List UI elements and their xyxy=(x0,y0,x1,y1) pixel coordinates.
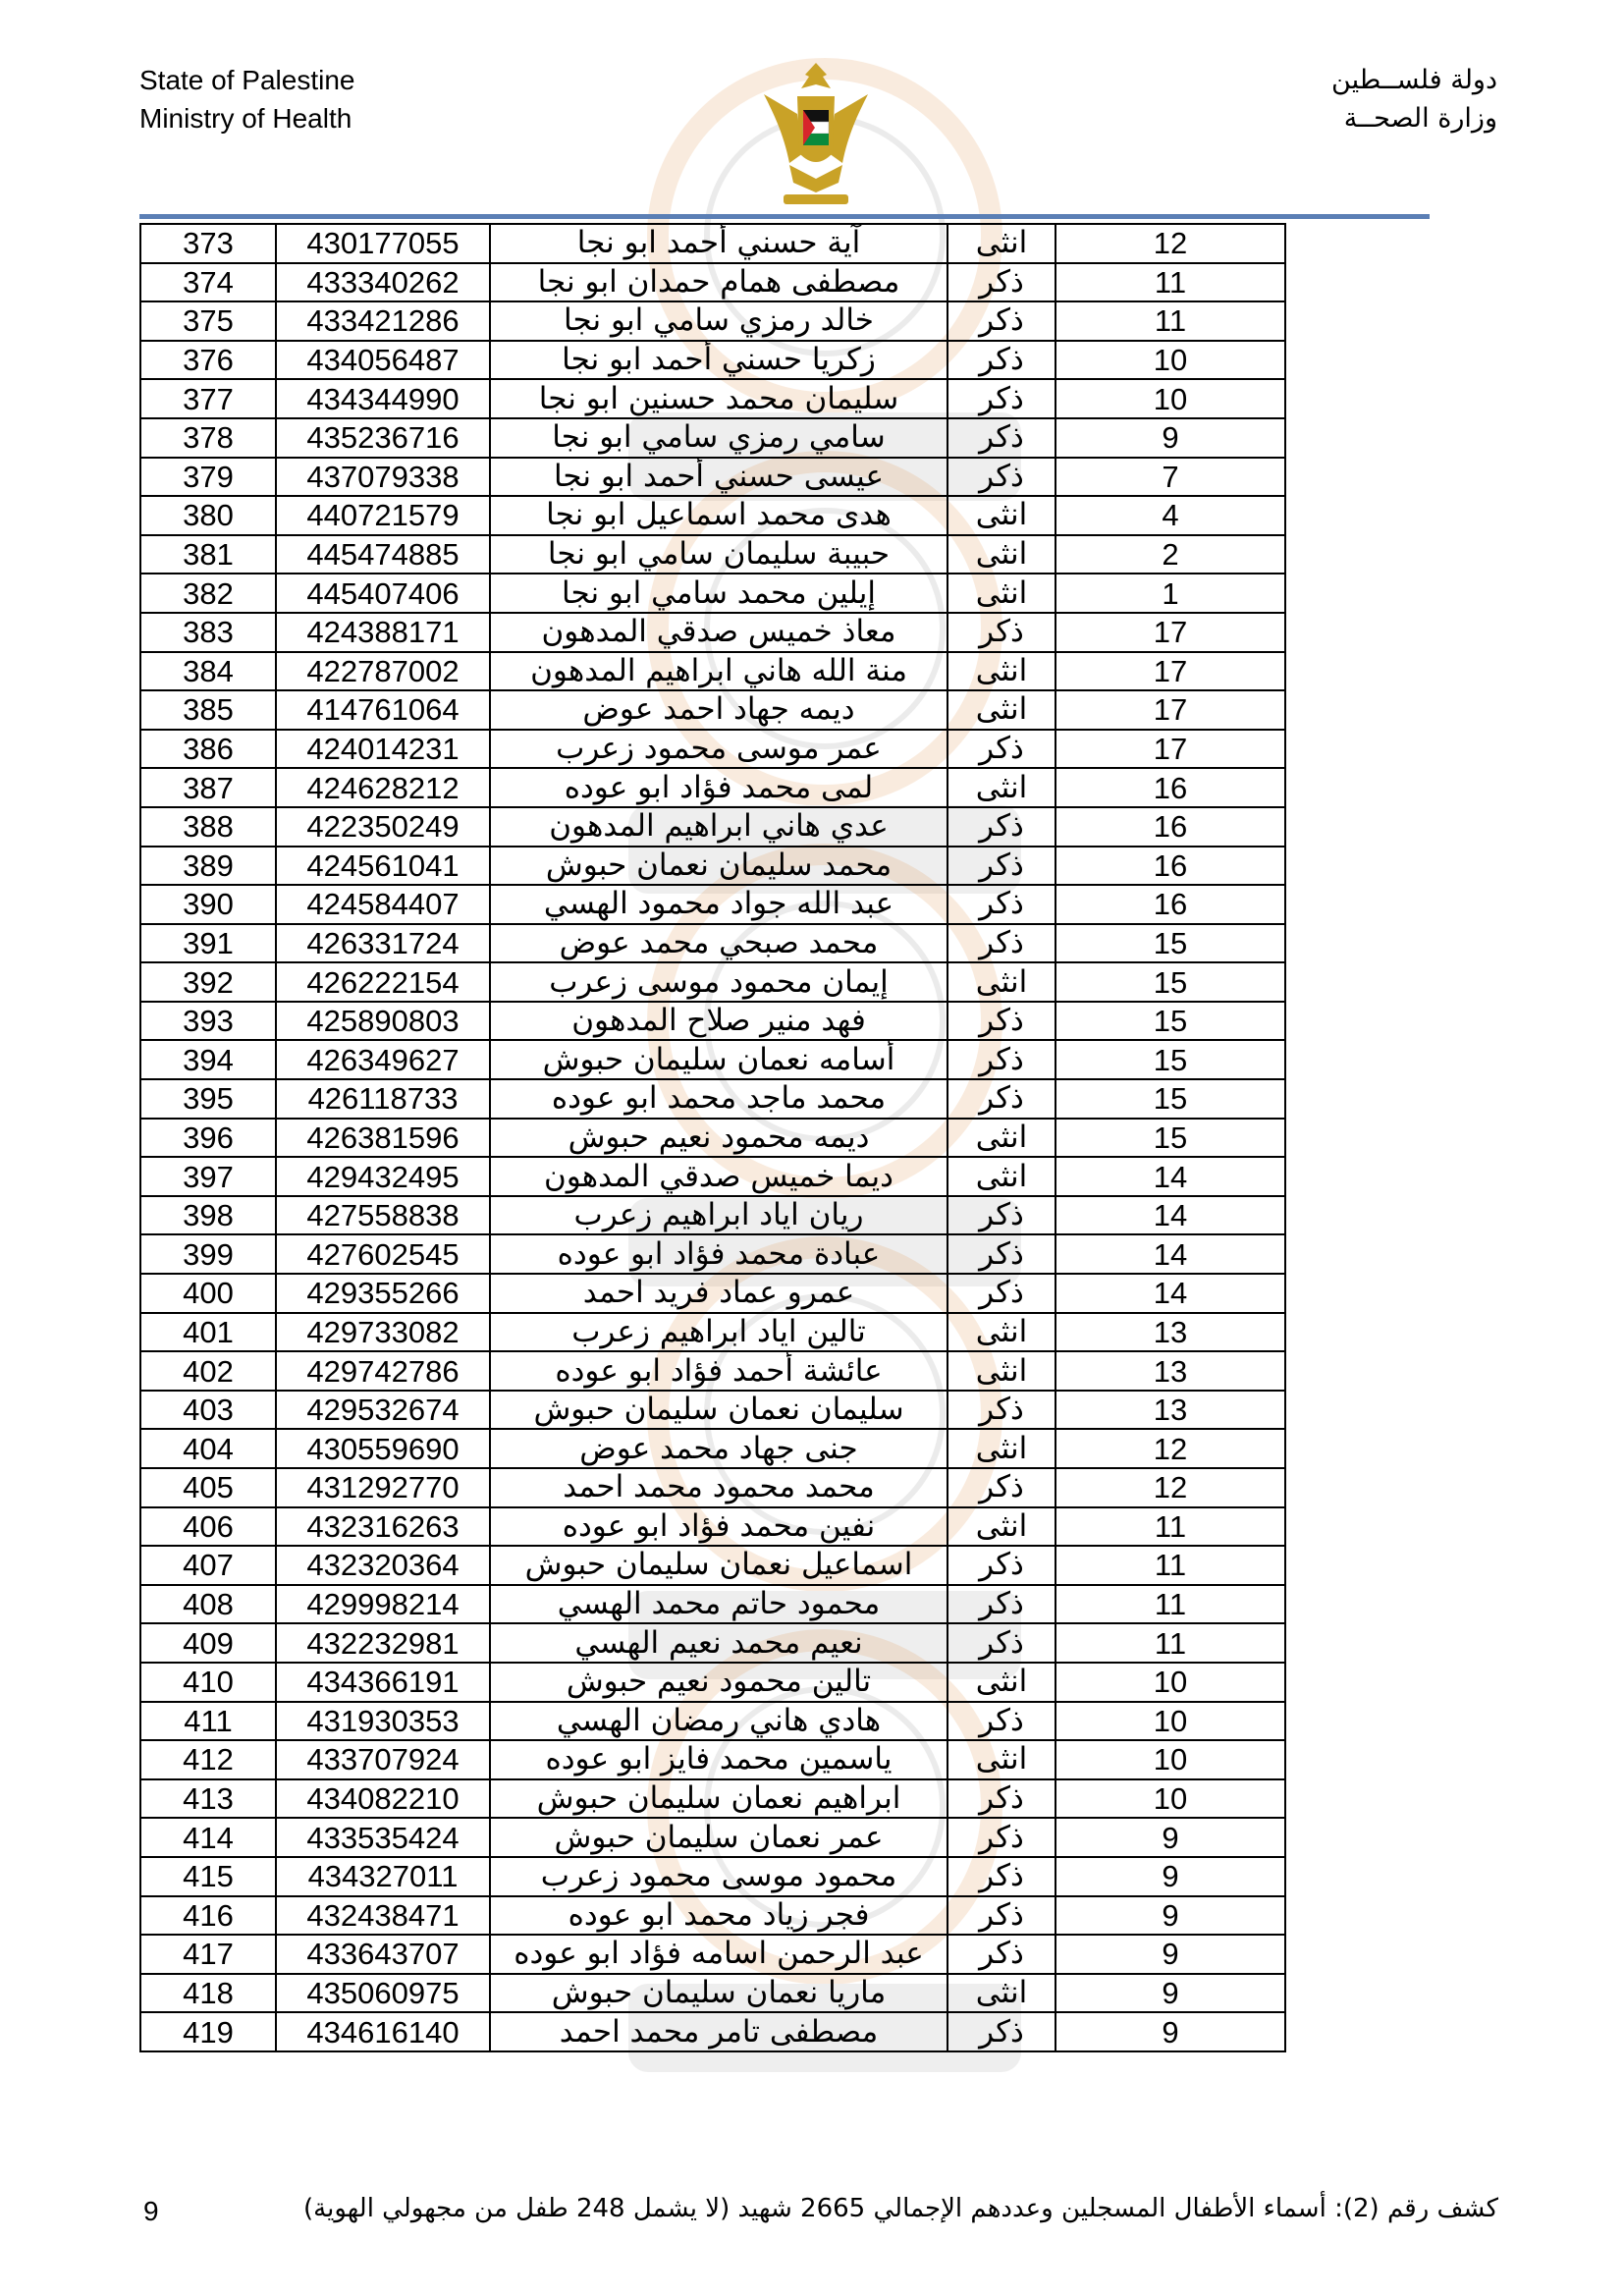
children-records-table xyxy=(139,223,1286,2052)
cell-gender: انثى xyxy=(947,690,1056,730)
cell-id-number: 424014231 xyxy=(276,730,490,769)
cell-gender: انثى xyxy=(947,224,1056,263)
cell-serial: 411 xyxy=(140,1702,276,1741)
cell-age: 9 xyxy=(1056,418,1285,458)
cell-gender: ذكر xyxy=(947,1196,1056,1235)
table-row xyxy=(140,1429,1285,1468)
cell-serial: 387 xyxy=(140,768,276,807)
cell-full-name: عبادة محمد فؤاد ابو عوده xyxy=(490,1234,947,1274)
cell-serial: 386 xyxy=(140,730,276,769)
cell-full-name: زكريا حسني أحمد ابو نجا xyxy=(490,341,947,380)
cell-full-name: عدي هاني ابراهيم المدهون xyxy=(490,807,947,847)
cell-gender: انثى xyxy=(947,1507,1056,1547)
cell-age: 10 xyxy=(1056,379,1285,418)
cell-id-number: 434616140 xyxy=(276,2012,490,2051)
cell-id-number: 426331724 xyxy=(276,924,490,963)
cell-serial: 385 xyxy=(140,690,276,730)
cell-serial: 412 xyxy=(140,1740,276,1779)
table-row xyxy=(140,1546,1285,1585)
cell-gender: ذكر xyxy=(947,1040,1056,1079)
cell-gender: ذكر xyxy=(947,613,1056,652)
table-row xyxy=(140,224,1285,263)
cell-age: 10 xyxy=(1056,341,1285,380)
cell-serial: 403 xyxy=(140,1391,276,1430)
cell-age: 16 xyxy=(1056,847,1285,886)
cell-id-number: 424584407 xyxy=(276,885,490,924)
cell-gender: ذكر xyxy=(947,1546,1056,1585)
cell-age: 1 xyxy=(1056,574,1285,613)
cell-full-name: عمر موسى محمود زعرب xyxy=(490,730,947,769)
cell-full-name: اسماعيل نعمان سليمان حبوش xyxy=(490,1546,947,1585)
cell-full-name: تالين محمود نعيم حبوش xyxy=(490,1663,947,1702)
cell-serial: 402 xyxy=(140,1351,276,1391)
cell-full-name: آية حسني أحمد ابو نجا xyxy=(490,224,947,263)
cell-gender: انثى xyxy=(947,962,1056,1002)
table-row xyxy=(140,263,1285,302)
cell-id-number: 432438471 xyxy=(276,1896,490,1936)
cell-serial: 395 xyxy=(140,1079,276,1119)
cell-age: 11 xyxy=(1056,1585,1285,1624)
cell-age: 9 xyxy=(1056,1974,1285,2013)
table-row xyxy=(140,379,1285,418)
cell-gender: انثى xyxy=(947,768,1056,807)
cell-serial: 413 xyxy=(140,1779,276,1819)
cell-full-name: ديما خميس صدقي المدهون xyxy=(490,1157,947,1196)
cell-serial: 389 xyxy=(140,847,276,886)
cell-serial: 404 xyxy=(140,1429,276,1468)
cell-gender: ذكر xyxy=(947,1896,1056,1936)
table-row xyxy=(140,1974,1285,2013)
table-row xyxy=(140,924,1285,963)
cell-age: 14 xyxy=(1056,1157,1285,1196)
cell-id-number: 422787002 xyxy=(276,652,490,691)
table-row xyxy=(140,496,1285,535)
cell-id-number: 429998214 xyxy=(276,1585,490,1624)
cell-serial: 380 xyxy=(140,496,276,535)
header-english xyxy=(139,61,354,137)
cell-full-name: نفين محمد فؤاد ابو عوده xyxy=(490,1507,947,1547)
cell-gender: انثى xyxy=(947,1429,1056,1468)
cell-full-name: إيلين محمد سامي ابو نجا xyxy=(490,574,947,613)
cell-serial: 388 xyxy=(140,807,276,847)
table-row xyxy=(140,1857,1285,1896)
cell-full-name: أسامه نعمان سليمان حبوش xyxy=(490,1040,947,1079)
cell-id-number: 433535424 xyxy=(276,1818,490,1857)
table-row xyxy=(140,1623,1285,1663)
cell-gender: ذكر xyxy=(947,924,1056,963)
table-row xyxy=(140,807,1285,847)
cell-id-number: 445474885 xyxy=(276,535,490,574)
cell-gender: ذكر xyxy=(947,885,1056,924)
header-arabic xyxy=(1331,61,1497,137)
table-row xyxy=(140,1391,1285,1430)
cell-serial: 378 xyxy=(140,418,276,458)
cell-age: 12 xyxy=(1056,1429,1285,1468)
cell-age: 17 xyxy=(1056,652,1285,691)
table-row xyxy=(140,1896,1285,1936)
cell-full-name: مصطفى تامر محمد احمد xyxy=(490,2012,947,2051)
table-row xyxy=(140,1157,1285,1196)
cell-age: 17 xyxy=(1056,730,1285,769)
cell-age: 11 xyxy=(1056,301,1285,341)
cell-serial: 393 xyxy=(140,1002,276,1041)
cell-gender: ذكر xyxy=(947,1079,1056,1119)
cell-id-number: 427558838 xyxy=(276,1196,490,1235)
cell-age: 12 xyxy=(1056,224,1285,263)
cell-full-name: محمد صبحي محمد عوض xyxy=(490,924,947,963)
cell-gender: ذكر xyxy=(947,301,1056,341)
cell-age: 17 xyxy=(1056,690,1285,730)
cell-age: 9 xyxy=(1056,1896,1285,1936)
cell-id-number: 429432495 xyxy=(276,1157,490,1196)
cell-full-name: ديمه محمود نعيم حبوش xyxy=(490,1119,947,1158)
cell-id-number: 429532674 xyxy=(276,1391,490,1430)
table-row xyxy=(140,2012,1285,2051)
cell-gender: انثى xyxy=(947,652,1056,691)
cell-gender: ذكر xyxy=(947,1585,1056,1624)
cell-id-number: 433340262 xyxy=(276,263,490,302)
cell-serial: 419 xyxy=(140,2012,276,2051)
cell-serial: 397 xyxy=(140,1157,276,1196)
cell-full-name: إيمان محمود موسى زعرب xyxy=(490,962,947,1002)
table-row xyxy=(140,301,1285,341)
cell-gender: ذكر xyxy=(947,341,1056,380)
cell-id-number: 431930353 xyxy=(276,1702,490,1741)
cell-serial: 415 xyxy=(140,1857,276,1896)
cell-full-name: حبيبة سليمان سامي ابو نجا xyxy=(490,535,947,574)
cell-age: 10 xyxy=(1056,1702,1285,1741)
cell-gender: انثى xyxy=(947,1663,1056,1702)
cell-gender: ذكر xyxy=(947,1935,1056,1974)
cell-full-name: محمود حاتم محمد الهسي xyxy=(490,1585,947,1624)
cell-id-number: 440721579 xyxy=(276,496,490,535)
cell-id-number: 435236716 xyxy=(276,418,490,458)
cell-serial: 376 xyxy=(140,341,276,380)
cell-age: 10 xyxy=(1056,1740,1285,1779)
cell-id-number: 429355266 xyxy=(276,1274,490,1313)
cell-age: 11 xyxy=(1056,1623,1285,1663)
cell-age: 16 xyxy=(1056,885,1285,924)
cell-serial: 409 xyxy=(140,1623,276,1663)
cell-id-number: 433421286 xyxy=(276,301,490,341)
cell-id-number: 424628212 xyxy=(276,768,490,807)
cell-serial: 373 xyxy=(140,224,276,263)
cell-id-number: 430177055 xyxy=(276,224,490,263)
cell-age: 14 xyxy=(1056,1196,1285,1235)
cell-id-number: 424388171 xyxy=(276,613,490,652)
cell-full-name: سامي رمزي سامي ابو نجا xyxy=(490,418,947,458)
cell-id-number: 429742786 xyxy=(276,1351,490,1391)
cell-id-number: 434056487 xyxy=(276,341,490,380)
cell-id-number: 434082210 xyxy=(276,1779,490,1819)
cell-age: 4 xyxy=(1056,496,1285,535)
cell-full-name: محمد سليمان نعمان حبوش xyxy=(490,847,947,886)
cell-full-name: عبد الرحمن اسامه فؤاد ابو عوده xyxy=(490,1935,947,1974)
cell-full-name: خالد رمزي سامي ابو نجا xyxy=(490,301,947,341)
cell-serial: 384 xyxy=(140,652,276,691)
cell-full-name: لمى محمد فؤاد ابو عوده xyxy=(490,768,947,807)
cell-id-number: 433707924 xyxy=(276,1740,490,1779)
cell-serial: 418 xyxy=(140,1974,276,2013)
cell-id-number: 445407406 xyxy=(276,574,490,613)
cell-age: 15 xyxy=(1056,1040,1285,1079)
cell-id-number: 437079338 xyxy=(276,458,490,497)
table-row xyxy=(140,1507,1285,1547)
cell-gender: انثى xyxy=(947,535,1056,574)
cell-serial: 408 xyxy=(140,1585,276,1624)
table-row xyxy=(140,885,1285,924)
cell-full-name: محمد ماجد محمد ابو عوده xyxy=(490,1079,947,1119)
cell-gender: ذكر xyxy=(947,807,1056,847)
cell-full-name: سليمان محمد حسنين ابو نجا xyxy=(490,379,947,418)
cell-age: 9 xyxy=(1056,1857,1285,1896)
table-row xyxy=(140,1196,1285,1235)
table-row xyxy=(140,1740,1285,1779)
cell-id-number: 434344990 xyxy=(276,379,490,418)
cell-serial: 381 xyxy=(140,535,276,574)
cell-age: 15 xyxy=(1056,1079,1285,1119)
cell-full-name: تالين اياد ابراهيم زعرب xyxy=(490,1313,947,1352)
cell-age: 7 xyxy=(1056,458,1285,497)
cell-gender: ذكر xyxy=(947,1857,1056,1896)
table-row xyxy=(140,1663,1285,1702)
cell-age: 11 xyxy=(1056,263,1285,302)
cell-gender: ذكر xyxy=(947,263,1056,302)
cell-full-name: ابراهيم نعمان سليمان حبوش xyxy=(490,1779,947,1819)
cell-id-number: 433643707 xyxy=(276,1935,490,1974)
cell-full-name: منة الله هاني ابراهيم المدهون xyxy=(490,652,947,691)
table-row xyxy=(140,341,1285,380)
header-ministry-en: Ministry of Health xyxy=(139,103,352,134)
cell-gender: ذكر xyxy=(947,1779,1056,1819)
cell-full-name: عبد الله جواد محمود الهسي xyxy=(490,885,947,924)
table-row xyxy=(140,1935,1285,1974)
cell-serial: 414 xyxy=(140,1818,276,1857)
cell-serial: 390 xyxy=(140,885,276,924)
cell-gender: انثى xyxy=(947,1974,1056,2013)
cell-gender: ذكر xyxy=(947,2012,1056,2051)
cell-age: 9 xyxy=(1056,2012,1285,2051)
table-row xyxy=(140,574,1285,613)
cell-gender: انثى xyxy=(947,574,1056,613)
table-row xyxy=(140,1313,1285,1352)
cell-age: 9 xyxy=(1056,1935,1285,1974)
cell-gender: ذكر xyxy=(947,1702,1056,1741)
cell-serial: 400 xyxy=(140,1274,276,1313)
cell-full-name: ديمه جهاد احمد عوض xyxy=(490,690,947,730)
table-row xyxy=(140,458,1285,497)
table-row xyxy=(140,1079,1285,1119)
cell-age: 13 xyxy=(1056,1391,1285,1430)
cell-full-name: ريان اياد ابراهيم زعرب xyxy=(490,1196,947,1235)
table-row xyxy=(140,535,1285,574)
table-row xyxy=(140,1818,1285,1857)
cell-full-name: هدى محمد اسماعيل ابو نجا xyxy=(490,496,947,535)
cell-id-number: 426118733 xyxy=(276,1079,490,1119)
cell-id-number: 430559690 xyxy=(276,1429,490,1468)
cell-id-number: 432232981 xyxy=(276,1623,490,1663)
cell-gender: ذكر xyxy=(947,1274,1056,1313)
cell-gender: ذكر xyxy=(947,1623,1056,1663)
table-row xyxy=(140,962,1285,1002)
cell-id-number: 435060975 xyxy=(276,1974,490,2013)
cell-age: 11 xyxy=(1056,1546,1285,1585)
cell-age: 16 xyxy=(1056,768,1285,807)
cell-id-number: 432316263 xyxy=(276,1507,490,1547)
cell-age: 16 xyxy=(1056,807,1285,847)
cell-age: 13 xyxy=(1056,1351,1285,1391)
cell-serial: 375 xyxy=(140,301,276,341)
cell-gender: ذكر xyxy=(947,1391,1056,1430)
cell-full-name: عائشة أحمد فؤاد ابو عوده xyxy=(490,1351,947,1391)
table-row xyxy=(140,1702,1285,1741)
cell-gender: ذكر xyxy=(947,379,1056,418)
cell-serial: 396 xyxy=(140,1119,276,1158)
cell-id-number: 431292770 xyxy=(276,1468,490,1507)
table-row xyxy=(140,768,1285,807)
cell-full-name: نعيم محمد نعيم الهسي xyxy=(490,1623,947,1663)
table-row xyxy=(140,1119,1285,1158)
table-row xyxy=(140,1234,1285,1274)
table-row xyxy=(140,1040,1285,1079)
header-state-en: State of Palestine xyxy=(139,65,355,95)
cell-age: 12 xyxy=(1056,1468,1285,1507)
header-state-ar: دولة فلســطين xyxy=(1331,65,1497,95)
cell-gender: انثى xyxy=(947,1740,1056,1779)
header-divider xyxy=(139,214,1430,219)
cell-serial: 382 xyxy=(140,574,276,613)
cell-age: 9 xyxy=(1056,1818,1285,1857)
cell-full-name: فجر زياد محمد ابو عوده xyxy=(490,1896,947,1936)
cell-age: 2 xyxy=(1056,535,1285,574)
cell-serial: 399 xyxy=(140,1234,276,1274)
cell-full-name: محمود موسى محمود زعرب xyxy=(490,1857,947,1896)
cell-full-name: عمر نعمان سليمان حبوش xyxy=(490,1818,947,1857)
table-row xyxy=(140,418,1285,458)
table-row xyxy=(140,1274,1285,1313)
cell-serial: 416 xyxy=(140,1896,276,1936)
cell-serial: 394 xyxy=(140,1040,276,1079)
cell-age: 13 xyxy=(1056,1313,1285,1352)
cell-serial: 405 xyxy=(140,1468,276,1507)
table-row xyxy=(140,1351,1285,1391)
cell-serial: 407 xyxy=(140,1546,276,1585)
cell-gender: ذكر xyxy=(947,1234,1056,1274)
cell-age: 15 xyxy=(1056,962,1285,1002)
cell-id-number: 429733082 xyxy=(276,1313,490,1352)
cell-serial: 392 xyxy=(140,962,276,1002)
cell-age: 15 xyxy=(1056,1002,1285,1041)
cell-full-name: مصطفى همام حمدان ابو نجا xyxy=(490,263,947,302)
footer-caption: كشف رقم (2): أسماء الأطفال المسجلين وعددهم الإجمالي 2665 شهيد (لا يشمل 248 طفل من مجهولي الهوية) xyxy=(303,2194,1498,2223)
table-row xyxy=(140,1002,1285,1041)
cell-id-number: 432320364 xyxy=(276,1546,490,1585)
table-row xyxy=(140,690,1285,730)
cell-serial: 406 xyxy=(140,1507,276,1547)
cell-gender: انثى xyxy=(947,496,1056,535)
cell-gender: ذكر xyxy=(947,847,1056,886)
cell-id-number: 426349627 xyxy=(276,1040,490,1079)
cell-serial: 391 xyxy=(140,924,276,963)
cell-gender: ذكر xyxy=(947,418,1056,458)
cell-full-name: فهد منير صلاح المدهون xyxy=(490,1002,947,1041)
cell-id-number: 434327011 xyxy=(276,1857,490,1896)
cell-id-number: 426222154 xyxy=(276,962,490,1002)
table-row xyxy=(140,613,1285,652)
cell-full-name: جنى جهاد محمد عوض xyxy=(490,1429,947,1468)
cell-gender: ذكر xyxy=(947,1818,1056,1857)
cell-gender: ذكر xyxy=(947,1002,1056,1041)
cell-age: 15 xyxy=(1056,924,1285,963)
cell-serial: 374 xyxy=(140,263,276,302)
cell-serial: 417 xyxy=(140,1935,276,1974)
page-number: 9 xyxy=(143,2196,159,2226)
cell-age: 11 xyxy=(1056,1507,1285,1547)
cell-gender: ذكر xyxy=(947,1468,1056,1507)
cell-full-name: سليمان نعمان سليمان حبوش xyxy=(490,1391,947,1430)
table-row xyxy=(140,652,1285,691)
cell-gender: انثى xyxy=(947,1119,1056,1158)
cell-id-number: 425890803 xyxy=(276,1002,490,1041)
cell-serial: 398 xyxy=(140,1196,276,1235)
cell-full-name: عيسى حسني أحمد ابو نجا xyxy=(490,458,947,497)
cell-id-number: 434366191 xyxy=(276,1663,490,1702)
cell-serial: 410 xyxy=(140,1663,276,1702)
cell-id-number: 422350249 xyxy=(276,807,490,847)
table-row xyxy=(140,1779,1285,1819)
cell-gender: ذكر xyxy=(947,458,1056,497)
cell-age: 15 xyxy=(1056,1119,1285,1158)
cell-full-name: ياسمين محمد فايز ابو عوده xyxy=(490,1740,947,1779)
cell-age: 10 xyxy=(1056,1779,1285,1819)
cell-full-name: محمد محمود محمد احمد xyxy=(490,1468,947,1507)
table-row xyxy=(140,1585,1285,1624)
cell-age: 14 xyxy=(1056,1234,1285,1274)
palestine-eagle-emblem-icon xyxy=(754,55,878,212)
cell-full-name: معاذ خميس صدقي المدهون xyxy=(490,613,947,652)
cell-id-number: 426381596 xyxy=(276,1119,490,1158)
cell-id-number: 424561041 xyxy=(276,847,490,886)
cell-serial: 401 xyxy=(140,1313,276,1352)
table-row xyxy=(140,730,1285,769)
cell-serial: 379 xyxy=(140,458,276,497)
cell-age: 10 xyxy=(1056,1663,1285,1702)
header-ministry-ar: وزارة الصحــة xyxy=(1343,103,1497,134)
cell-full-name: عمرو عماد فريد احمد xyxy=(490,1274,947,1313)
table-row xyxy=(140,847,1285,886)
cell-serial: 377 xyxy=(140,379,276,418)
cell-full-name: ماريا نعمان سليمان حبوش xyxy=(490,1974,947,2013)
cell-gender: انثى xyxy=(947,1313,1056,1352)
cell-id-number: 414761064 xyxy=(276,690,490,730)
cell-gender: ذكر xyxy=(947,730,1056,769)
cell-gender: انثى xyxy=(947,1351,1056,1391)
cell-full-name: هادي هاني رمضان الهسي xyxy=(490,1702,947,1741)
cell-age: 17 xyxy=(1056,613,1285,652)
cell-id-number: 427602545 xyxy=(276,1234,490,1274)
cell-age: 14 xyxy=(1056,1274,1285,1313)
cell-serial: 383 xyxy=(140,613,276,652)
records-body xyxy=(140,224,1285,2051)
cell-gender: انثى xyxy=(947,1157,1056,1196)
table-row xyxy=(140,1468,1285,1507)
